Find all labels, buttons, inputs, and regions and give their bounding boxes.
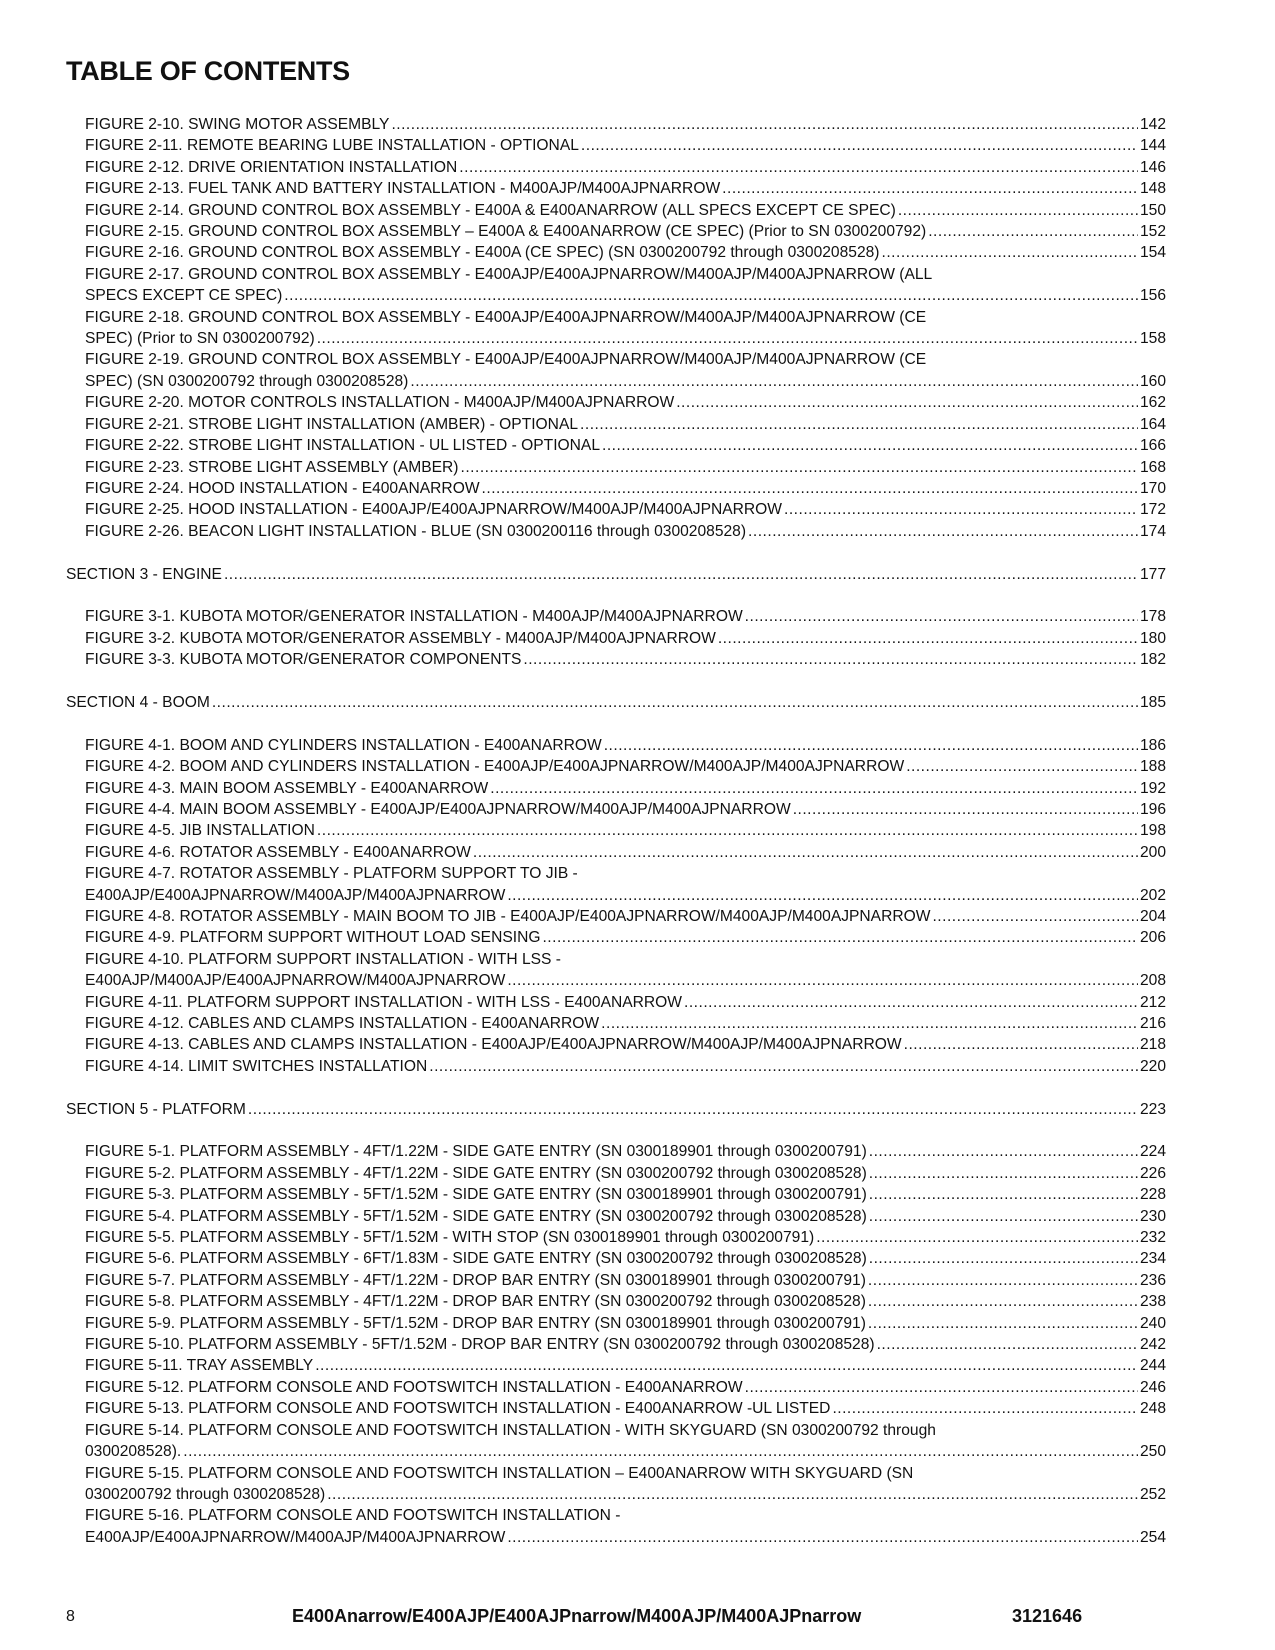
dot-leader [284, 285, 1138, 306]
dot-leader [877, 1334, 1138, 1355]
toc-section-entry[interactable] [66, 1099, 1166, 1120]
entry-title: FIGURE 2-17. GROUND CONTROL BOX ASSEMBLY - E400AJP/E400AJPNARROW/M400AJP/M400AJPNARROW (ALL [85, 265, 933, 283]
dot-leader [869, 1163, 1138, 1184]
toc-figure-entry[interactable] [66, 264, 1166, 307]
toc-figure-entry[interactable] [66, 906, 1166, 927]
dot-leader [868, 1313, 1138, 1334]
spacer [66, 713, 1166, 734]
dot-leader [745, 606, 1138, 627]
entry-page-number: 164 [1139, 415, 1166, 433]
toc-figure-entry[interactable] [66, 178, 1166, 199]
toc-figure-entry[interactable] [66, 1270, 1166, 1291]
entry-page-number: 244 [1139, 1357, 1166, 1375]
entry-title: FIGURE 4-5. JIB INSTALLATION [85, 822, 315, 840]
entry-title: FIGURE 2-11. REMOTE BEARING LUBE INSTALLATION - OPTIONAL [85, 137, 579, 155]
entry-page-number: 158 [1139, 330, 1166, 348]
dot-leader [932, 906, 1138, 927]
entry-page-number: 178 [1139, 608, 1166, 626]
entry-title: FIGURE 5-7. PLATFORM ASSEMBLY - 4FT/1.22M - DROP BAR ENTRY (SN 0300189901 through 0300200791) [85, 1271, 866, 1289]
entry-page-number: 188 [1139, 758, 1166, 776]
entry-page-number: 254 [1139, 1528, 1166, 1546]
dot-leader [317, 328, 1138, 349]
dot-leader [317, 820, 1138, 841]
dot-leader [248, 1099, 1138, 1120]
toc-figure-entry[interactable] [66, 1184, 1166, 1205]
toc-figure-entry[interactable] [66, 499, 1166, 520]
entry-title: FIGURE 5-5. PLATFORM ASSEMBLY - 5FT/1.52M - WITH STOP (SN 0300189901 through 0300200791) [85, 1229, 815, 1247]
footer-page-number: 8 [66, 1608, 75, 1625]
entry-page-number: 236 [1139, 1271, 1166, 1289]
footer-models: E400Anarrow/E400AJP/E400AJPnarrow/M400AJP/M400AJPnarrow [292, 1606, 862, 1626]
entry-title: E400AJP/E400AJPNARROW/M400AJP/M400AJPNARROW [85, 886, 506, 904]
entry-page-number: 156 [1139, 287, 1166, 305]
entry-page-number: 234 [1139, 1250, 1166, 1268]
entry-page-number: 180 [1139, 629, 1166, 647]
entry-title: FIGURE 5-16. PLATFORM CONSOLE AND FOOTSWITCH INSTALLATION - [85, 1507, 621, 1525]
entry-title: 0300208528). [85, 1443, 182, 1461]
entry-title: FIGURE 5-15. PLATFORM CONSOLE AND FOOTSWITCH INSTALLATION – E400ANARROW WITH SKYGUARD (SN [85, 1464, 914, 1482]
entry-title: FIGURE 2-26. BEACON LIGHT INSTALLATION - BLUE (SN 0300200116 through 0300208528) [85, 522, 747, 540]
dot-leader [507, 970, 1138, 991]
entry-title: FIGURE 4-1. BOOM AND CYLINDERS INSTALLATION - E400ANARROW [85, 736, 602, 754]
dot-leader [429, 1056, 1138, 1077]
toc-figure-entry[interactable] [66, 1334, 1166, 1355]
entry-page-number: 196 [1139, 800, 1166, 818]
entry-page-number: 220 [1139, 1057, 1166, 1075]
entry-title: FIGURE 5-1. PLATFORM ASSEMBLY - 4FT/1.22M - SIDE GATE ENTRY (SN 0300189901 through 0300200791) [85, 1143, 867, 1161]
entry-title: FIGURE 4-11. PLATFORM SUPPORT INSTALLATION - WITH LSS - E400ANARROW [85, 993, 682, 1011]
entry-title: FIGURE 2-18. GROUND CONTROL BOX ASSEMBLY - E400AJP/E400AJPNARROW/M400AJP/M400AJPNARROW (CE [85, 308, 927, 326]
entry-page-number: 250 [1139, 1443, 1166, 1461]
toc-figure-entry[interactable] [66, 1206, 1166, 1227]
dot-leader [882, 242, 1138, 263]
entry-page-number: 240 [1139, 1314, 1166, 1332]
dot-leader [869, 1184, 1138, 1205]
dot-leader [183, 1441, 1138, 1462]
toc-figure-entry[interactable] [66, 1034, 1166, 1055]
dot-leader [784, 499, 1138, 520]
toc-figure-entry[interactable] [66, 1141, 1166, 1162]
entry-title: SPEC) (Prior to SN 0300200792) [85, 330, 315, 348]
entry-title: FIGURE 5-12. PLATFORM CONSOLE AND FOOTSWITCH INSTALLATION - E400ANARROW [85, 1378, 743, 1396]
entry-page-number: 204 [1139, 907, 1166, 925]
entry-page-number: 174 [1139, 522, 1166, 540]
dot-leader [507, 885, 1138, 906]
entry-page-number: 168 [1139, 458, 1166, 476]
toc-figure-entry[interactable] [66, 649, 1166, 670]
entry-title: FIGURE 2-24. HOOD INSTALLATION - E400ANARROW [85, 479, 480, 497]
dot-leader [604, 735, 1138, 756]
entry-title: FIGURE 3-3. KUBOTA MOTOR/GENERATOR COMPONENTS [85, 651, 522, 669]
toc-figure-entry[interactable] [66, 1227, 1166, 1248]
spacer [66, 1120, 1166, 1141]
entry-title: SPEC) (SN 0300200792 through 0300208528) [85, 372, 409, 390]
entry-title: 0300200792 through 0300208528) [85, 1485, 326, 1503]
entry-title: SPECS EXCEPT CE SPEC) [85, 287, 283, 305]
toc-figure-entry[interactable] [66, 478, 1166, 499]
toc-figure-entry[interactable] [66, 1291, 1166, 1312]
entry-title: FIGURE 4-10. PLATFORM SUPPORT INSTALLATION - WITH LSS - [85, 950, 561, 968]
toc-figure-entry[interactable] [66, 349, 1166, 392]
table-of-contents [66, 114, 1166, 1548]
entry-title: FIGURE 5-2. PLATFORM ASSEMBLY - 4FT/1.22M - SIDE GATE ENTRY (SN 0300200792 through 0300208528) [85, 1164, 867, 1182]
spacer [66, 542, 1166, 563]
toc-figure-entry[interactable] [66, 114, 1166, 135]
dot-leader [580, 414, 1138, 435]
dot-leader [684, 992, 1138, 1013]
entry-title: FIGURE 5-6. PLATFORM ASSEMBLY - 6FT/1.83M - SIDE GATE ENTRY (SN 0300200792 through 0300208528) [85, 1250, 867, 1268]
entry-title: FIGURE 4-7. ROTATOR ASSEMBLY - PLATFORM SUPPORT TO JIB - [85, 865, 578, 883]
entry-page-number: 218 [1139, 1036, 1166, 1054]
toc-figure-entry[interactable] [66, 521, 1166, 542]
entry-title: FIGURE 2-21. STROBE LIGHT INSTALLATION (AMBER) - OPTIONAL [85, 415, 579, 433]
entry-page-number: 252 [1139, 1485, 1166, 1503]
entry-page-number: 154 [1139, 244, 1166, 262]
dot-leader [542, 927, 1138, 948]
entry-title: FIGURE 4-13. CABLES AND CLAMPS INSTALLATION - E400AJP/E400AJPNARROW/M400AJP/M400AJPNARROW [85, 1036, 902, 1054]
toc-figure-entry[interactable] [66, 414, 1166, 435]
toc-figure-entry[interactable] [66, 221, 1166, 242]
entry-page-number: 177 [1139, 565, 1166, 583]
toc-figure-entry[interactable] [66, 1163, 1166, 1184]
toc-figure-entry[interactable] [66, 435, 1166, 456]
entry-page-number: 238 [1139, 1293, 1166, 1311]
entry-page-number: 160 [1139, 372, 1166, 390]
entry-title: FIGURE 3-2. KUBOTA MOTOR/GENERATOR ASSEMBLY - M400AJP/M400AJPNARROW [85, 629, 716, 647]
toc-figure-entry[interactable] [66, 992, 1166, 1013]
entry-page-number: 216 [1139, 1015, 1166, 1032]
dot-leader [459, 157, 1138, 178]
dot-leader [601, 1013, 1138, 1034]
entry-page-number: 208 [1139, 972, 1166, 990]
entry-page-number: 228 [1139, 1186, 1166, 1204]
toc-figure-entry[interactable] [66, 157, 1166, 178]
entry-title: FIGURE 2-23. STROBE LIGHT ASSEMBLY (AMBER) [85, 458, 459, 476]
entry-title: FIGURE 2-16. GROUND CONTROL BOX ASSEMBLY - E400A (CE SPEC) (SN 0300200792 through 0300208528) [85, 244, 880, 262]
toc-figure-entry[interactable] [66, 606, 1166, 627]
toc-figure-entry[interactable] [66, 927, 1166, 948]
toc-figure-entry[interactable] [66, 1313, 1166, 1334]
entry-page-number: 246 [1139, 1378, 1166, 1396]
toc-figure-entry[interactable] [66, 1505, 1166, 1548]
entry-page-number: 144 [1139, 137, 1166, 155]
footer-doc-number: 3121646 [1012, 1606, 1083, 1626]
entry-title: FIGURE 2-15. GROUND CONTROL BOX ASSEMBLY – E400A & E400ANARROW (CE SPEC) (Prior to SN 0300200792) [85, 223, 927, 241]
dot-leader [869, 1141, 1138, 1162]
entry-page-number: 202 [1139, 886, 1166, 904]
entry-title: FIGURE 3-1. KUBOTA MOTOR/GENERATOR INSTALLATION - M400AJP/M400AJPNARROW [85, 608, 743, 626]
toc-figure-entry[interactable] [66, 949, 1166, 992]
toc-figure-entry[interactable] [66, 842, 1166, 863]
entry-title: FIGURE 2-14. GROUND CONTROL BOX ASSEMBLY - E400A & E400ANARROW (ALL SPECS EXCEPT CE SPEC) [85, 201, 896, 219]
dot-leader [898, 200, 1138, 221]
dot-leader [904, 1034, 1138, 1055]
dot-leader [581, 135, 1138, 156]
entry-page-number: 230 [1139, 1207, 1166, 1225]
entry-page-number: 150 [1139, 201, 1166, 219]
dot-leader [722, 178, 1138, 199]
entry-page-number: 172 [1139, 501, 1166, 519]
entry-title: FIGURE 5-3. PLATFORM ASSEMBLY - 5FT/1.52M - SIDE GATE ENTRY (SN 0300189901 through 0300200791) [85, 1186, 867, 1204]
entry-title: FIGURE 4-6. ROTATOR ASSEMBLY - E400ANARROW [85, 843, 471, 861]
entry-page-number: 226 [1139, 1164, 1166, 1182]
entry-page-number: 192 [1139, 779, 1166, 797]
toc-figure-entry[interactable] [66, 820, 1166, 841]
entry-title: FIGURE 5-13. PLATFORM CONSOLE AND FOOTSWITCH INSTALLATION - E400ANARROW -UL LISTED [85, 1400, 831, 1418]
entry-page-number: 148 [1139, 180, 1166, 198]
dot-leader [869, 1248, 1138, 1269]
toc-figure-entry[interactable] [66, 1355, 1166, 1376]
entry-title: FIGURE 2-12. DRIVE ORIENTATION INSTALLATION [85, 158, 458, 176]
entry-page-number: 186 [1139, 736, 1166, 754]
dot-leader [602, 435, 1138, 456]
entry-title: FIGURE 2-20. MOTOR CONTROLS INSTALLATION - M400AJP/M400AJPNARROW [85, 394, 675, 412]
spacer [66, 671, 1166, 692]
toc-figure-entry[interactable] [66, 778, 1166, 799]
spacer [66, 585, 1166, 606]
entry-page-number: 232 [1139, 1229, 1166, 1247]
entry-title: FIGURE 2-19. GROUND CONTROL BOX ASSEMBLY - E400AJP/E400AJPNARROW/M400AJP/M400AJPNARROW (CE [85, 351, 927, 369]
toc-figure-entry[interactable] [66, 799, 1166, 820]
entry-page-number: 142 [1139, 116, 1166, 133]
toc-figure-entry[interactable] [66, 457, 1166, 478]
entry-page-number: 223 [1139, 1100, 1166, 1118]
page-title: TABLE OF CONTENTS [66, 56, 350, 86]
dot-leader [928, 221, 1138, 242]
entry-title: FIGURE 5-11. TRAY ASSEMBLY [85, 1357, 314, 1375]
dot-leader [906, 756, 1138, 777]
toc-figure-entry[interactable] [66, 1056, 1166, 1077]
toc-section-entry[interactable] [66, 692, 1166, 713]
entry-title: E400AJP/E400AJPNARROW/M400AJP/M400AJPNARROW [85, 1528, 506, 1546]
entry-title: E400AJP/M400AJP/E400AJPNARROW/M400AJPNARROW [85, 972, 506, 990]
entry-title: FIGURE 5-4. PLATFORM ASSEMBLY - 5FT/1.52M - SIDE GATE ENTRY (SN 0300200792 through 0300208528) [85, 1207, 867, 1225]
dot-leader [391, 114, 1138, 135]
entry-page-number: 198 [1139, 822, 1166, 840]
dot-leader [410, 371, 1138, 392]
toc-figure-entry[interactable] [66, 1377, 1166, 1398]
entry-title: SECTION 4 - BOOM [66, 693, 210, 711]
entry-title: FIGURE 2-10. SWING MOTOR ASSEMBLY [85, 116, 390, 133]
dot-leader [718, 628, 1138, 649]
dot-leader [793, 799, 1138, 820]
entry-page-number: 152 [1139, 223, 1166, 241]
dot-leader [490, 778, 1138, 799]
dot-leader [212, 692, 1138, 713]
toc-section-entry[interactable] [66, 564, 1166, 585]
dot-leader [676, 392, 1138, 413]
entry-page-number: 200 [1139, 843, 1166, 861]
entry-title: FIGURE 2-25. HOOD INSTALLATION - E400AJP/E400AJPNARROW/M400AJP/M400AJPNARROW [85, 501, 782, 519]
spacer [66, 1077, 1166, 1098]
entry-title: FIGURE 4-12. CABLES AND CLAMPS INSTALLATION - E400ANARROW [85, 1015, 600, 1032]
entry-page-number: 162 [1139, 394, 1166, 412]
toc-figure-entry[interactable] [66, 392, 1166, 413]
toc-figure-entry[interactable] [66, 756, 1166, 777]
entry-title: FIGURE 5-9. PLATFORM ASSEMBLY - 5FT/1.52M - DROP BAR ENTRY (SN 0300189901 through 0300200791) [85, 1314, 866, 1332]
toc-figure-entry[interactable] [66, 1420, 1166, 1463]
toc-figure-entry[interactable] [66, 1463, 1166, 1506]
dot-leader [327, 1484, 1138, 1505]
dot-leader [482, 478, 1138, 499]
entry-title: SECTION 5 - PLATFORM [66, 1100, 246, 1118]
entry-title: FIGURE 5-14. PLATFORM CONSOLE AND FOOTSWITCH INSTALLATION - WITH SKYGUARD (SN 0300200792 through [85, 1421, 936, 1439]
toc-figure-entry[interactable] [66, 735, 1166, 756]
toc-figure-entry[interactable] [66, 307, 1166, 350]
entry-page-number: 146 [1139, 158, 1166, 176]
entry-title: FIGURE 2-13. FUEL TANK AND BATTERY INSTALLATION - M400AJP/M400AJPNARROW [85, 180, 721, 198]
entry-title: FIGURE 5-8. PLATFORM ASSEMBLY - 4FT/1.22M - DROP BAR ENTRY (SN 0300200792 through 0300208528) [85, 1293, 866, 1311]
entry-page-number: 170 [1139, 479, 1166, 497]
dot-leader [816, 1227, 1138, 1248]
dot-leader [869, 1206, 1138, 1227]
dot-leader [832, 1398, 1138, 1419]
entry-title: FIGURE 4-14. LIMIT SWITCHES INSTALLATION [85, 1057, 428, 1075]
toc-figure-entry[interactable] [66, 1248, 1166, 1269]
entry-page-number: 242 [1139, 1336, 1166, 1354]
entry-title: FIGURE 2-22. STROBE LIGHT INSTALLATION - UL LISTED - OPTIONAL [85, 437, 600, 455]
entry-title: FIGURE 5-10. PLATFORM ASSEMBLY - 5FT/1.52M - DROP BAR ENTRY (SN 0300200792 through 0300208528) [85, 1336, 875, 1354]
toc-figure-entry[interactable] [66, 242, 1166, 263]
entry-page-number: 224 [1139, 1143, 1166, 1161]
dot-leader [315, 1355, 1138, 1376]
dot-leader [868, 1291, 1138, 1312]
dot-leader [745, 1377, 1138, 1398]
entry-title: SECTION 3 - ENGINE [66, 565, 222, 583]
dot-leader [507, 1527, 1138, 1548]
toc-figure-entry[interactable] [66, 200, 1166, 221]
entry-page-number: 248 [1139, 1400, 1166, 1418]
toc-figure-entry[interactable] [66, 1013, 1166, 1034]
entry-title: FIGURE 4-2. BOOM AND CYLINDERS INSTALLATION - E400AJP/E400AJPNARROW/M400AJP/M400AJPNARROW [85, 758, 905, 776]
entry-title: FIGURE 4-4. MAIN BOOM ASSEMBLY - E400AJP/E400AJPNARROW/M400AJP/M400AJPNARROW [85, 800, 791, 818]
entry-title: FIGURE 4-3. MAIN BOOM ASSEMBLY - E400ANARROW [85, 779, 489, 797]
toc-figure-entry[interactable] [66, 1398, 1166, 1419]
entry-title: FIGURE 4-9. PLATFORM SUPPORT WITHOUT LOAD SENSING [85, 929, 541, 947]
dot-leader [868, 1270, 1138, 1291]
toc-figure-entry[interactable] [66, 628, 1166, 649]
entry-page-number: 212 [1139, 993, 1166, 1011]
dot-leader [523, 649, 1138, 670]
entry-title: FIGURE 4-8. ROTATOR ASSEMBLY - MAIN BOOM TO JIB - E400AJP/E400AJPNARROW/M400AJP/M400AJPNARROW [85, 907, 931, 925]
dot-leader [473, 842, 1138, 863]
entry-page-number: 185 [1139, 693, 1166, 711]
dot-leader [460, 457, 1137, 478]
dot-leader [224, 564, 1138, 585]
entry-page-number: 206 [1139, 929, 1166, 947]
entry-page-number: 182 [1139, 651, 1166, 669]
entry-page-number: 166 [1139, 437, 1166, 455]
toc-figure-entry[interactable] [66, 135, 1166, 156]
dot-leader [748, 521, 1138, 542]
toc-figure-entry[interactable] [66, 863, 1166, 906]
